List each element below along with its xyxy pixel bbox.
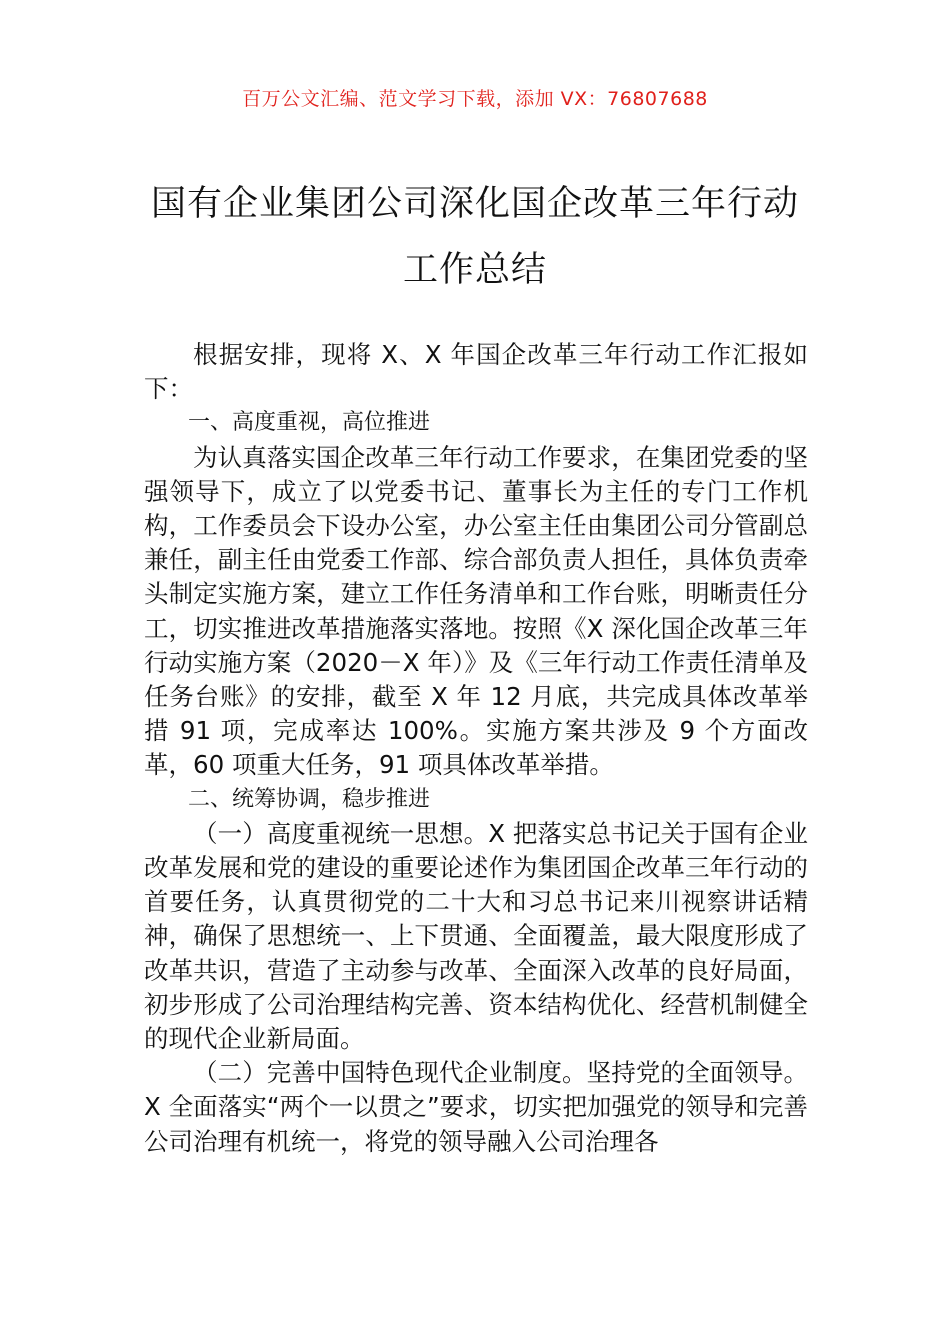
- intro-paragraph: 根据安排，现将 X、X 年国企改革三年行动工作汇报如下：: [144, 340, 808, 404]
- watermark-banner: 百万公文汇编、范文学习下载，添加 VX：76807688: [242, 88, 708, 110]
- body-paragraph: （二）完善中国特色现代企业制度。坚持党的全面领导。X 全面落实“两个一以贯之”要求，切实把加强党的领导和完善公司治理有机统一，将党的领导融入公司治理各: [144, 1058, 808, 1156]
- body-paragraph: 为认真落实国企改革三年行动工作要求，在集团党委的坚强领导下，成立了以党委书记、董事长为主任的专门工作机构，工作委员会下设办公室，办公室主任由集团公司分管副总兼任，副主任由党委工作部、综合部负责人担任，具体负责牵头制定实施方案，建立工作任务清单和工作台账，明晰责任分工，切实推进改革措施落实落地。按照《X 深化国企改革三年行动实施方案（2020－X 年）》及《三年行动工作责任清单及任务台账》的安排，截至 X 年 12 月底，共完成具体改革举措 91 项，完成率达 100%。实施方案共涉及 9 个方面改革，60 项重大任务，91 项具体改革举措。: [144, 442, 808, 780]
- document-title-line-1: 国有企业集团公司深化国企改革三年行动: [150, 184, 799, 224]
- document-title-line-2: 工作总结: [402, 250, 547, 290]
- body-paragraph: （一）高度重视统一思想。X 把落实总书记关于国有企业改革发展和党的建设的重要论述作为集团国企改革三年行动的首要任务，认真贯彻党的二十大和习总书记来川视察讲话精神，确保了思想统一、上下贯通、全面覆盖，最大限度形成了改革共识，营造了主动参与改革、全面深入改革的良好局面，初步形成了公司治理结构完善、资本结构优化、经营机制健全的现代企业新局面。: [144, 818, 808, 1054]
- document-body: [144, 338, 808, 1159]
- section-heading-1: 一、高度重视，高位推进: [188, 410, 431, 436]
- section-heading-2: 二、统筹协调，稳步推进: [188, 786, 431, 812]
